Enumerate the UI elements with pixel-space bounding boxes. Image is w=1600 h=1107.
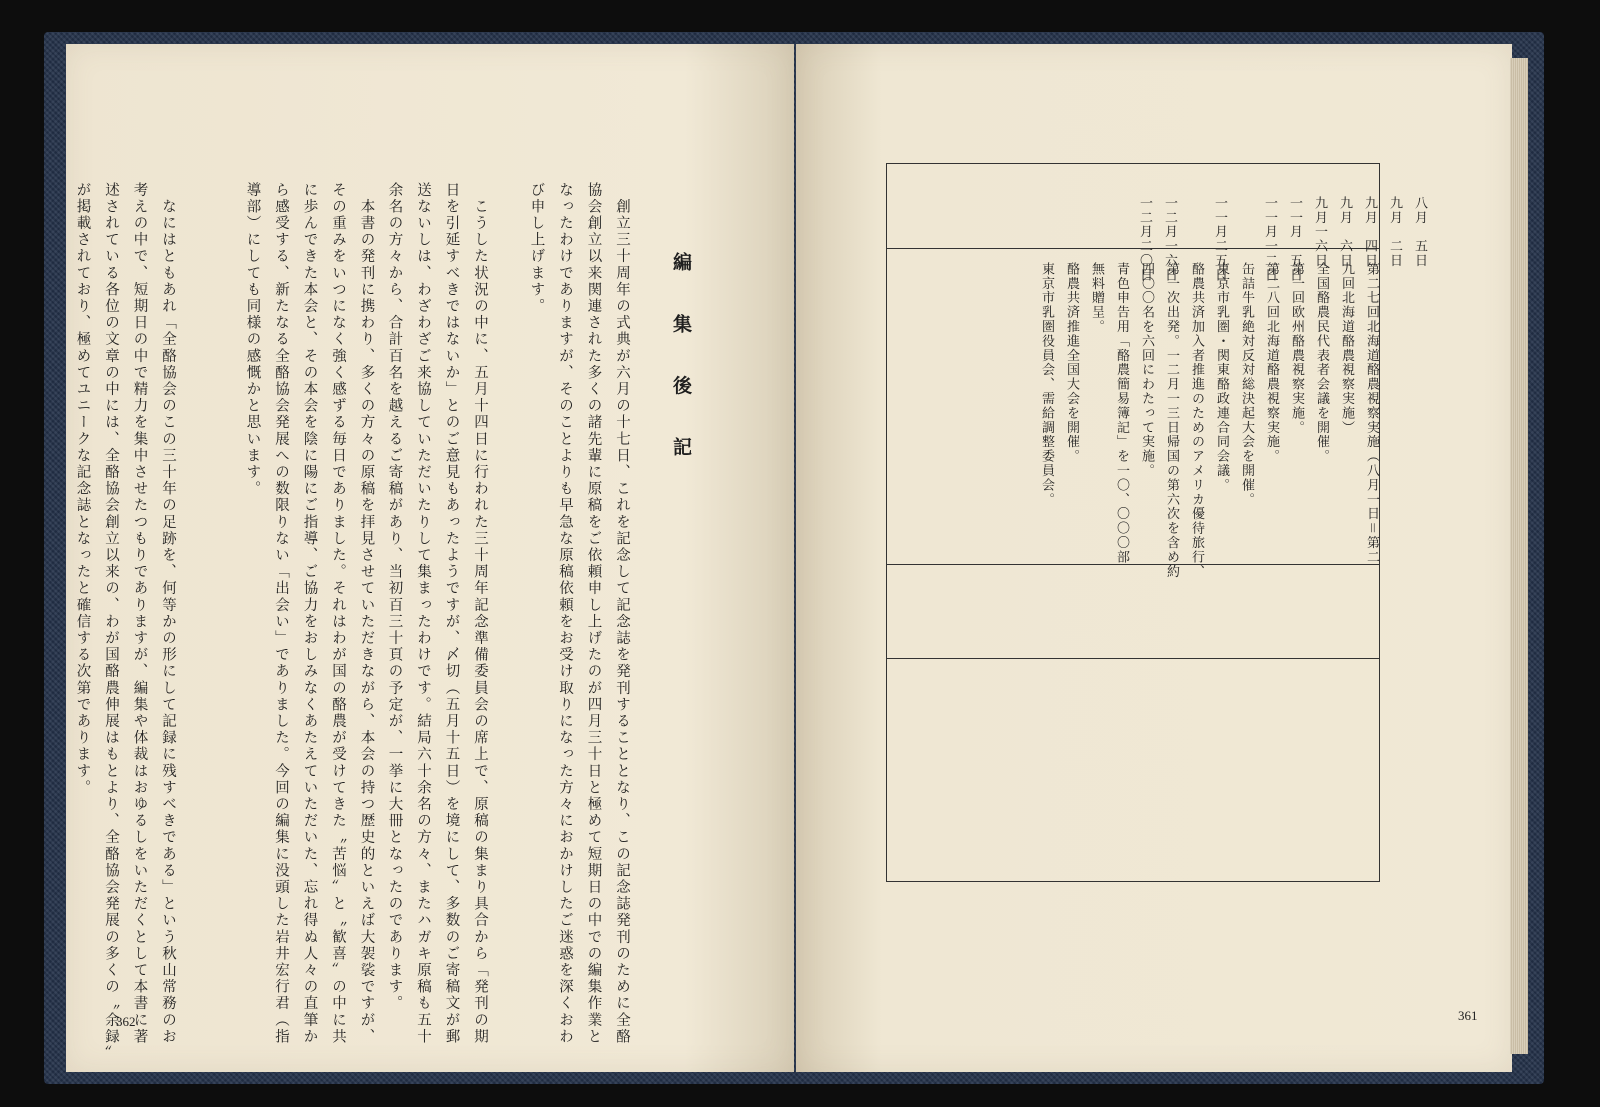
paragraph-1: 創立三十周年の式典が六月の十七日、これを記念して記念誌を発刊することとなり、この記念誌発刊のために全酪 協会創立以来関連された多くの諸先輩に原稿をご依頼申し上げたのが四月三十日と極めて短期日の中での編集作業と なったわけでありますが、そのことよりも早急な原稿依頼をお受け取りになった方々におかけしたご迷惑を深くおわ び申し上げます。	[528, 182, 630, 1046]
chronology-events: 第二七回北海道酪農視察実施（八月一日＝第二 九回北海道酪農視察実施） 全国酪農民代表者会議を開催。 第一回欧州酪農視察実施。 第二八回北海道酪農視察実施。 缶詰牛乳絶対反対総決起大会を開催。 東京市乳圏・関東酪政連合同会議。 酪農共済加入者推進のためのアメリカ優待旅行、 第一次出発。一二月一三日帰国の第六次を含め約 四〇〇名を六回にわたって実施。 青色申告用「酪農簡易簿記」を一〇、〇〇〇部 無料贈呈。 酪農共済推進全国大会を開催。 東京市乳圏役員会、需給調整委員会。	[1039, 262, 1379, 579]
table-divider	[887, 658, 1379, 659]
paragraph-2: こうした状況の中に、五月十四日に行われた三十周年記念準備委員会の席上で、原稿の集まり具合から「発刊の期 日を引延すべきではないか」とのご意見もあったようですが、〆切（五月十五日）を境にして、多数のご寄稿文が郵 送ないしは、わざわざご来協していただいたりして集まったわけです。結局六十余名の方々、またハガキ原稿も五十 余名の方々から、合計百名を越えるご寄稿があり、当初百三十頁の予定が、一挙に大冊となったのであります。	[386, 182, 488, 1046]
page-edges	[1510, 58, 1528, 1054]
page-number-left: 362	[116, 1014, 136, 1029]
page-number-right: 361	[1458, 1008, 1478, 1023]
editors-note-title: 編 集 後 記	[670, 252, 692, 474]
paragraph-3: 本書の発刊に携わり、多くの方々の原稿を拝見させていただきながら、本会の持つ歴史的といえば大袈裟ですが、 その重みをいつになく強く感ずる毎日でありました。それはわが国の酪農が受けてきた〝苦悩〟と〝歓喜〟の中に共 に歩んできた本会と、その本会を陰に陽にご指導、ご協力をおしみなくあたえていただいた、忘れ得ぬ人々の直筆か ら感受する、新たなる全酪協会発展への数限りない「出会い」でありました。今回の編集に没頭した岩井宏行君（指 導部）にしても同様の感慨かと思います。	[244, 182, 375, 1046]
chronology-dates: 八月 五日 九月 二日 九月 四日 九月 六日 九月一六日 一一月 五日 一一月一二日 一一月二五日 一二月一六日 一二月二〇日	[1137, 196, 1427, 283]
paragraph-4: なにはともあれ「全酪協会のこの三十年の足跡を、何等かの形にして記録に残すべきである」という秋山常務のお 考えの中で、短期日の中で精力を集中させたつもりでありますが、編集や体裁はおゆるしをいただくとして本書に著 述されている各位の文章の中には、全酪協会創立以来の、わが国酪農伸展はもとより、全酪協会発展の多くの〝余録〟 が掲載されており、極めてユニークな記念誌となったと確信する次第であります。	[74, 182, 176, 1062]
